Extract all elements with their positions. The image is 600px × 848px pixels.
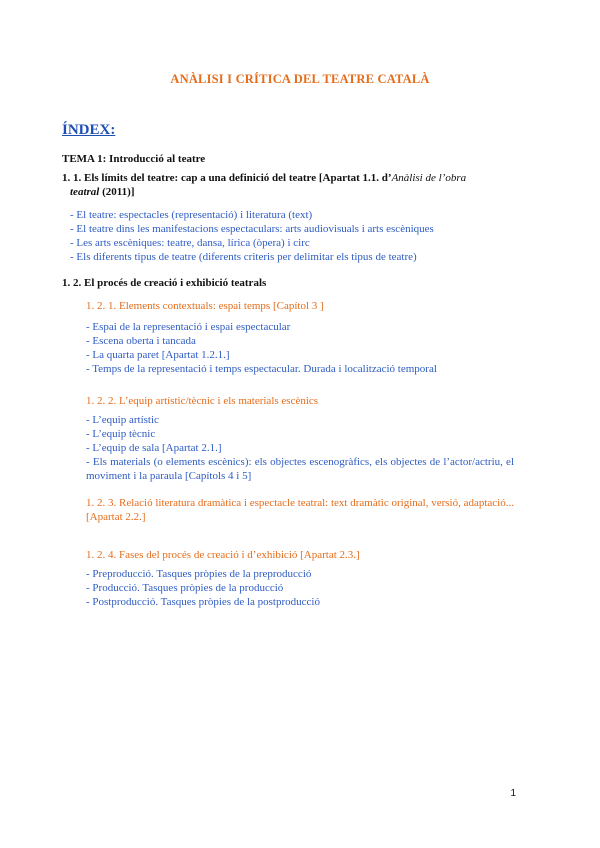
section-1-1-book-title: Anàlisi de l’obra	[391, 172, 467, 184]
list-item: - Producció. Tasques pròpies de la producció	[86, 582, 284, 594]
list-item: - Escena oberta i tancada	[86, 335, 196, 347]
section-1-1-heading-cont	[70, 185, 134, 199]
page-number: 1	[510, 788, 516, 799]
list-item: - Postproducció. Tasques pròpies de la postproducció	[86, 596, 320, 608]
section-1-1-heading	[62, 171, 466, 185]
list-item: - El teatre: espectacles (representació) i literatura (text)	[70, 209, 313, 221]
subsection-1-2-2-heading: 1. 2. 2. L’equip artístic/tècnic i els materials escènics	[86, 395, 319, 407]
list-item: - L’equip de sala [Apartat 2.1.]	[86, 442, 222, 454]
list-item: - Preproducció. Tasques pròpies de la preproducció	[86, 568, 312, 580]
list-item: - Espai de la representació i espai espectacular	[86, 321, 291, 333]
section-1-1-heading-text: 1. 1. Els límits del teatre: cap a una definició del teatre [Apartat 1.1. d’	[62, 172, 392, 184]
list-item: - Les arts escèniques: teatre, dansa, lírica (òpera) i circ	[70, 237, 310, 249]
list-item: - L’equip tècnic	[86, 428, 156, 440]
section-1-2-heading: 1. 2. El procés de creació i exhibició teatrals	[62, 277, 267, 289]
list-item: - L’equip artístic	[86, 414, 159, 426]
section-1-1-year: (2011)]	[99, 186, 135, 198]
subsection-1-2-1-heading: 1. 2. 1. Elements contextuals: espai temps [Capítol 3 ]	[86, 300, 324, 312]
tema-heading: TEMA 1: Introducció al teatre	[62, 153, 206, 165]
list-item: - Els diferents tipus de teatre (diferents criteris per delimitar els tipus de teatre)	[70, 251, 417, 263]
materials-item: - Els materials (o elements escènics): els objectes escenogràfics, els objectes de l’actor/actriu, el moviment i la paraula [Capítols 4 i 5]	[86, 456, 514, 482]
list-item: - El teatre dins les manifestacions espectaculars: arts audiovisuals i arts escèniques	[70, 223, 434, 235]
section-1-1-book-title-cont: teatral	[70, 186, 100, 198]
subsection-1-2-3-heading: 1. 2. 3. Relació literatura dramàtica i espectacle teatral: text dramàtic original, versió, adaptació... [Apartat 2.2.]	[86, 497, 514, 523]
list-item: - Temps de la representació i temps espectacular. Durada i localització temporal	[86, 363, 437, 375]
document-title: ANÀLISI I CRÍTICA DEL TEATRE CATALÀ	[170, 72, 430, 86]
list-item: - La quarta paret [Apartat 1.2.1.]	[86, 349, 230, 361]
index-heading: ÍNDEX:	[62, 122, 116, 138]
subsection-1-2-4-heading: 1. 2. 4. Fases del procés de creació i d’exhibició [Apartat 2.3.]	[86, 549, 360, 561]
